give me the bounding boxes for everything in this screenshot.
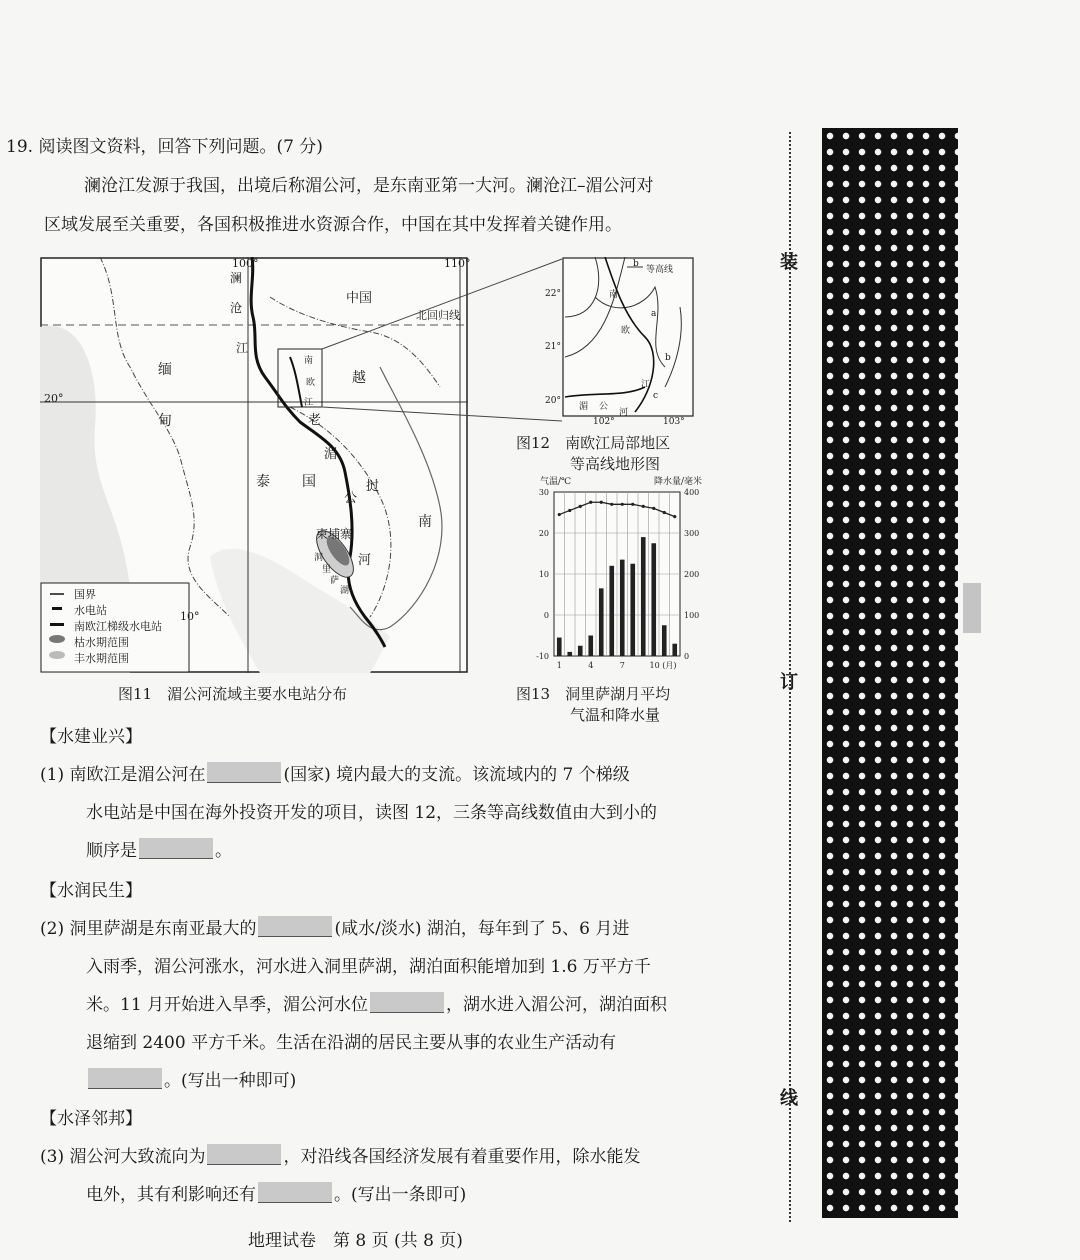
legend-border: 国界 [74, 588, 96, 601]
q2-blank-water-level[interactable] [370, 992, 444, 1013]
legend-dry-season: 枯水期范围 [74, 636, 129, 649]
section-heading-3: 【水泽邻邦】 [40, 1109, 142, 1129]
x-tick: 7 [619, 661, 625, 670]
vietnam-label: 越 [352, 370, 366, 386]
tonle-hu: 湖 [340, 586, 350, 596]
lat-22: 22° [545, 289, 561, 299]
y-right-tick: 300 [684, 529, 700, 538]
q3-text-1b: ，对沿线各国经济发展有着重要作用，除水能发 [283, 1147, 641, 1167]
contour-b: b [665, 353, 671, 363]
lat-20-fig12: 20° [545, 396, 561, 406]
contour-legend-label: 等高线 [646, 265, 674, 275]
temperature-point [558, 513, 561, 516]
q1-text-3b: 。 [215, 841, 232, 861]
q1-blank-country[interactable] [207, 762, 281, 783]
thailand-guo-label: 国 [302, 474, 316, 490]
precip-bar [672, 644, 677, 656]
q3-blank-benefit[interactable] [258, 1182, 332, 1203]
q1-text-3a: 顺序是 [86, 841, 137, 861]
x-tick: 10 (月) [649, 661, 677, 670]
q1-line-3 [86, 832, 232, 870]
nanou-ou: 欧 [306, 378, 316, 388]
y-left-tick: 10 [538, 570, 549, 579]
precip-bar [557, 638, 562, 656]
q2-text-5: 。(写出一种即可) [164, 1071, 297, 1091]
river2-he: 河 [619, 408, 629, 418]
q1-line-2: 水电站是中国在海外投资开发的项目，读图 12，三条等高线数值由大到小的 [86, 803, 658, 823]
precip-bar [641, 537, 646, 656]
intro-line-1: 澜沧江发源于我国，出境后称湄公河，是东南亚第一大河。澜沧江–湄公河对 [84, 176, 654, 196]
legend-wet-season: 丰水期范围 [74, 652, 129, 665]
river-nan: 南 [609, 290, 619, 300]
question-title: 19. 阅读图文资料，回答下列问题。(7 分) [6, 137, 323, 157]
tonle-dong: 洞 [314, 553, 324, 563]
q2-line-5 [86, 1062, 296, 1100]
y-left-tick: 30 [538, 488, 549, 497]
fig11-caption: 图11 湄公河流域主要水电站分布 [118, 685, 348, 703]
q1-text-1b: (国家) 境内最大的支流。该流域内的 7 个梯级 [283, 765, 630, 785]
binding-xian: 线 [780, 1088, 798, 1109]
temperature-point [579, 505, 582, 508]
lon-102: 102° [593, 417, 615, 427]
mekong-he: 河 [358, 553, 372, 568]
page-footer: 地理试卷 第 8 页 (共 8 页) [248, 1231, 463, 1251]
lancang-lan: 澜 [230, 271, 243, 285]
burma-label-1: 缅 [158, 362, 172, 378]
river2-gong: 公 [599, 402, 609, 412]
lancang-jiang: 江 [236, 341, 249, 355]
inset-connector [300, 257, 570, 427]
nanou-nan: 南 [304, 356, 314, 366]
q3-text-2b: 。(写出一条即可) [334, 1185, 467, 1205]
precip-bar [609, 566, 614, 656]
nanou-jiang: 江 [304, 398, 314, 408]
q2-line-2: 入雨季，湄公河涨水，河水进入洞里萨湖，湖泊面积能增加到 1.6 万平方千 [86, 957, 651, 977]
temperature-point [568, 509, 571, 512]
contour-a: a [651, 309, 657, 319]
q2-line-4: 退缩到 2400 平方千米。生活在沿湖的居民主要从事的农业生产活动有 [86, 1033, 617, 1053]
q2-line-3 [86, 986, 667, 1024]
q1-text-1a: (1) 南欧江是湄公河在 [40, 765, 206, 785]
section-heading-1: 【水建业兴】 [40, 727, 142, 747]
tropic-label: 北回归线 [416, 309, 460, 322]
temperature-point [642, 505, 645, 508]
q2-blank-lake-type[interactable] [258, 916, 332, 937]
y-right-tick: 200 [684, 570, 700, 579]
temperature-point [673, 515, 676, 518]
binding-ding: 订 [780, 672, 798, 693]
q1-blank-contour-order[interactable] [139, 838, 213, 859]
precip-bar [662, 625, 667, 656]
q2-text-1b: (咸水/淡水) 湖泊，每年到了 5、6 月进 [334, 919, 630, 939]
y-left-label: 气温/℃ [540, 477, 572, 487]
q3-blank-flow-direction[interactable] [207, 1144, 281, 1165]
climate-chart [520, 484, 710, 674]
section-heading-2: 【水润民生】 [40, 881, 142, 901]
fig12-caption-1: 图12 南欧江局部地区 [516, 434, 671, 452]
q3-line-1 [40, 1138, 640, 1176]
intro-line-2: 区域发展至关重要，各国积极推进水资源合作，中国在其中发挥着关键作用。 [44, 215, 622, 235]
laos-zhi: 挝 [366, 479, 380, 494]
precip-bar [630, 564, 635, 656]
y-right-tick: 0 [684, 652, 690, 661]
lat-21: 21° [545, 342, 561, 352]
contour-legend-b: b [633, 259, 639, 269]
temperature-point [631, 503, 634, 506]
burma-label-2: 甸 [158, 413, 172, 429]
temperature-point [600, 501, 603, 504]
y-right-label: 降水量/毫米 [654, 477, 703, 487]
lat-10-label: 10° [180, 610, 200, 623]
contour-c: c [653, 391, 659, 401]
temperature-point [589, 501, 592, 504]
q2-text-3a: 米。11 月开始进入旱季，湄公河水位 [86, 995, 369, 1015]
cambodia-label: 柬埔寨 [316, 527, 353, 541]
y-right-tick: 400 [684, 488, 700, 497]
y-left-tick: 20 [538, 529, 549, 538]
temperature-point [610, 503, 613, 506]
thailand-label: 泰 [256, 474, 270, 490]
precip-bar [588, 636, 593, 657]
china-label: 中国 [346, 291, 373, 306]
precip-bar [578, 646, 583, 656]
x-tick: 4 [588, 661, 594, 670]
page-edge-tab [963, 583, 981, 633]
q2-line-1 [40, 910, 629, 948]
vietnam-nan-label: 南 [418, 514, 432, 530]
mekong-gong: 公 [344, 491, 358, 506]
fig12-caption-2: 等高线地形图 [570, 455, 661, 473]
binding-zhuang: 装 [780, 252, 798, 273]
river-ou: 欧 [621, 326, 631, 336]
fig13-caption-2: 气温和降水量 [570, 706, 661, 724]
q2-text-1a: (2) 洞里萨湖是东南亚最大的 [40, 919, 257, 939]
legend-nanou-cascade: 南欧江梯级水电站 [74, 620, 162, 633]
precip-bar [620, 560, 625, 656]
tonle-li: 里 [322, 565, 332, 575]
laos-label: 老 [308, 413, 322, 428]
precip-bar [651, 543, 656, 656]
y-right-tick: 100 [684, 611, 700, 620]
lon-100-label: 100° [232, 257, 259, 270]
lon-103: 103° [663, 417, 685, 427]
legend-hydropower: 水电站 [74, 604, 107, 617]
mekong-mei: 湄 [324, 447, 338, 462]
q2-blank-agriculture[interactable] [88, 1068, 162, 1089]
lon-110-label: 110° [444, 257, 471, 270]
y-left-tick: 0 [543, 611, 549, 620]
river2-mei: 湄 [579, 402, 589, 412]
climate-chart-figure-13 [520, 474, 710, 674]
tonle-sa: 萨 [330, 576, 340, 586]
lat-20-label: 20° [44, 392, 64, 405]
contour-figure-12 [535, 257, 695, 427]
temperature-point [663, 511, 666, 514]
q3-text-2a: 电外，其有利影响还有 [86, 1185, 256, 1205]
river-jiang: 江 [641, 380, 651, 390]
decorative-gear-pattern [822, 128, 958, 1218]
y-left-tick: -10 [536, 652, 549, 661]
temperature-point [652, 507, 655, 510]
q3-text-1a: (3) 湄公河大致流向为 [40, 1147, 206, 1167]
fig13-caption-1: 图13 洞里萨湖月平均 [516, 685, 671, 703]
q2-text-3b: ，湖水进入湄公河，湖泊面积 [446, 995, 668, 1015]
lancang-cang: 沧 [230, 301, 243, 315]
q1-line-1 [40, 756, 630, 794]
precip-bar [599, 588, 604, 656]
q3-line-2 [86, 1176, 466, 1214]
x-tick: 1 [556, 661, 562, 670]
precip-bar [567, 652, 572, 656]
temperature-point [621, 503, 624, 506]
